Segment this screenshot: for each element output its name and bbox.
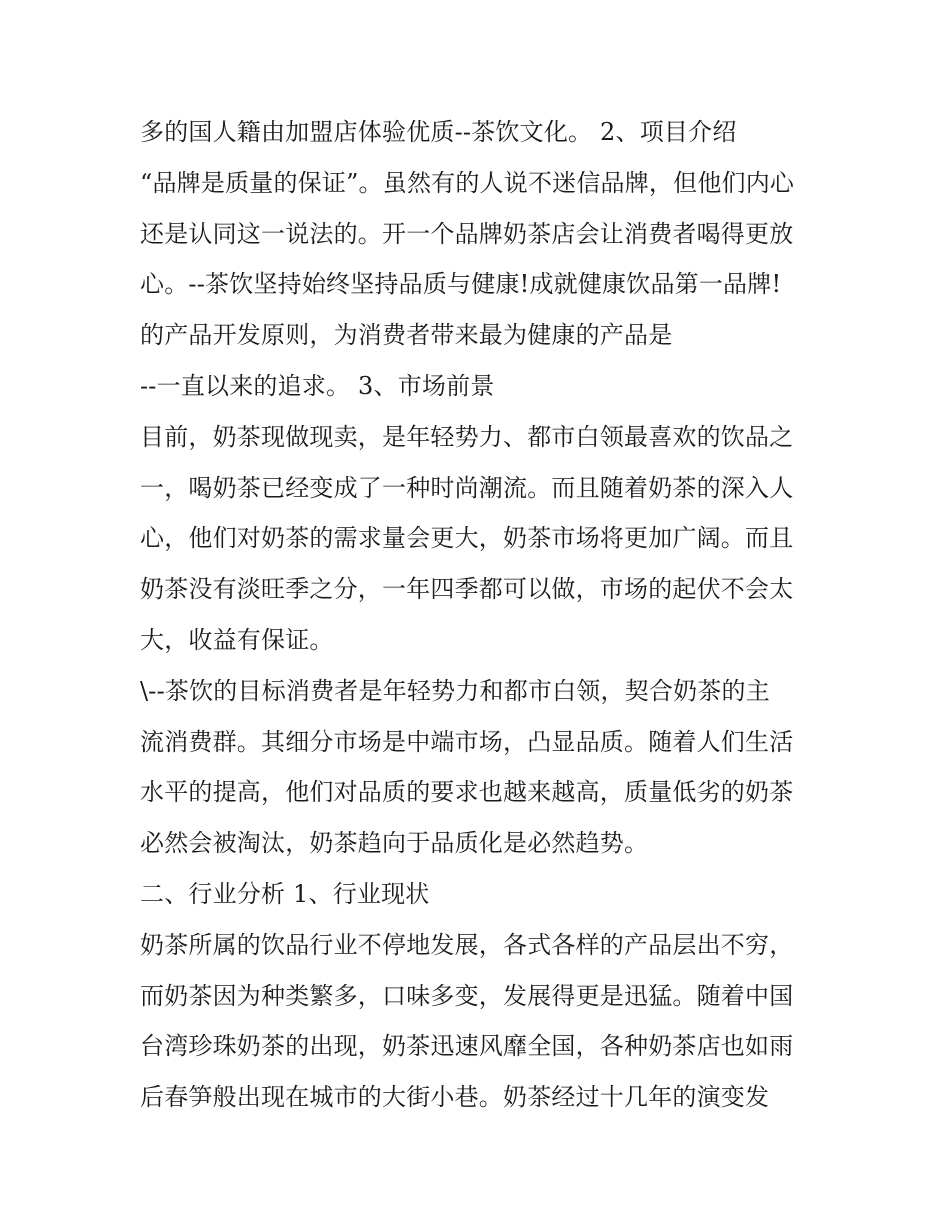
text-line: 还是认同这一说法的。开一个品牌奶茶店会让消费者喝得更放	[140, 219, 794, 248]
text-line: “品牌是质量的保证”。虽然有的人说不迷信品牌，但他们内心	[140, 168, 795, 197]
text-line: 台湾珍珠奶茶的出现，奶茶迅速风靡全国，各种奶茶店也如雨	[140, 1032, 794, 1061]
text-line: 流消费群。其细分市场是中端市场，凸显品质。随着人们生活	[140, 727, 794, 756]
document-body	[140, 107, 820, 1123]
text-line: 心。--茶饮坚持始终坚持品质与健康!成就健康饮品第一品牌!	[140, 270, 782, 299]
text-line: 一，喝奶茶已经变成了一种时尚潮流。而且随着奶茶的深入人	[140, 473, 794, 502]
text-line: 必然会被淘汰，奶茶趋向于品质化是必然趋势。	[140, 829, 649, 858]
text-line: 奶茶没有淡旺季之分，一年四季都可以做，市场的起伏不会太	[140, 575, 794, 604]
text-line: 多的国人籍由加盟店体验优质--茶饮文化。 2、项目介绍	[140, 118, 737, 146]
text-line: 后春笋般出现在城市的大街小巷。奶茶经过十几年的演变发	[140, 1083, 770, 1112]
text-line: 的产品开发原则，为消费者带来最为健康的产品是	[140, 321, 673, 350]
text-line: 水平的提高，他们对品质的要求也越来越高，质量低劣的奶茶	[140, 778, 794, 807]
text-line: \--茶饮的目标消费者是年轻势力和都市白领，契合奶茶的主	[140, 676, 770, 705]
text-line: 心，他们对奶茶的需求量会更大，奶茶市场将更加广阔。而且	[140, 524, 794, 553]
text-line: 二、行业分析 1、行业现状	[140, 879, 430, 908]
text-line: 大，收益有保证。	[140, 625, 334, 654]
text-line: 而奶茶因为种类繁多，口味多变，发展得更是迅猛。随着中国	[140, 981, 794, 1010]
text-line: 奶茶所属的饮品行业不停地发展，各式各样的产品层出不穷，	[140, 930, 794, 959]
text-line: 目前，奶茶现做现卖，是年轻势力、都市白领最喜欢的饮品之	[140, 422, 794, 451]
text-line: --一直以来的追求。 3、市场前景	[140, 371, 495, 400]
